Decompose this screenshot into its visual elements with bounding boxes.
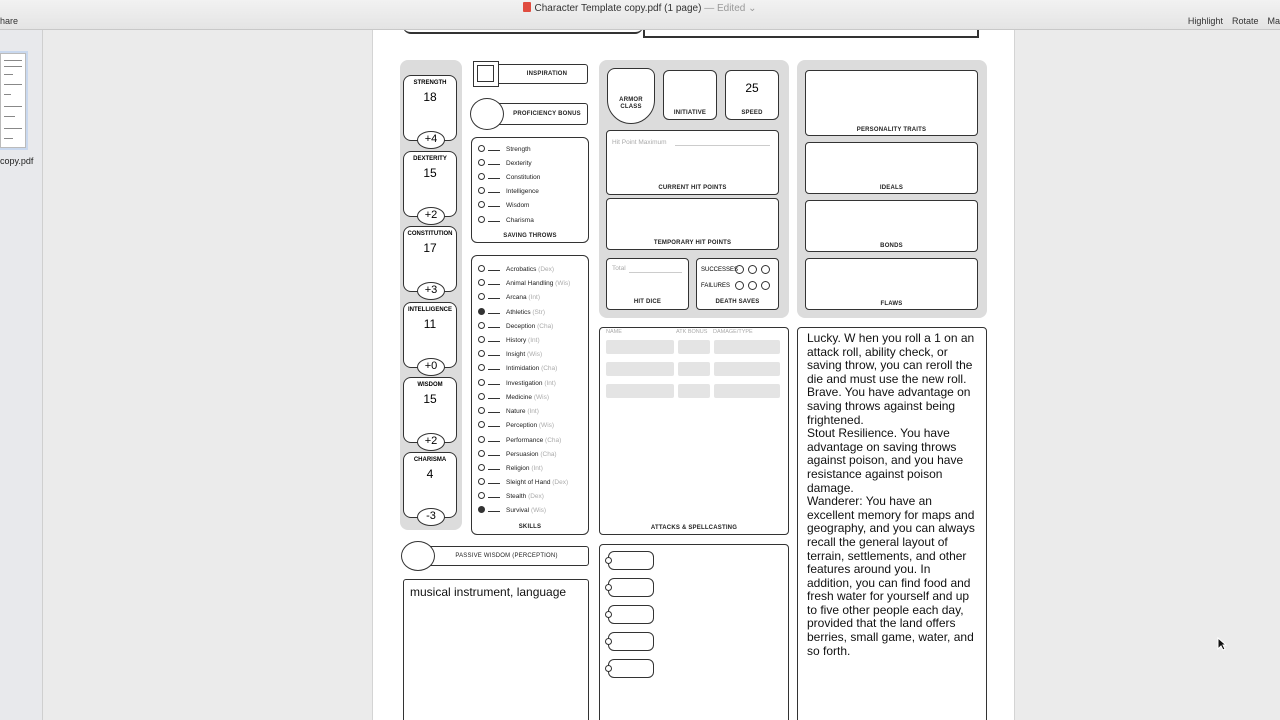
- pdf-page: [372, 30, 1015, 720]
- hp-max-line[interactable]: [675, 145, 770, 146]
- personality-traits-box[interactable]: [805, 70, 978, 136]
- header-name-box: [643, 30, 979, 38]
- saving-throw-charisma[interactable]: Charisma: [478, 216, 534, 228]
- armor-class-shield[interactable]: [607, 68, 655, 124]
- rotate-button[interactable]: Rotate: [1231, 16, 1259, 26]
- hit-dice-label: HIT DICE: [633, 299, 662, 305]
- ability-dexterity: [403, 151, 457, 221]
- skill-insight[interactable]: Insight (Wis): [478, 350, 542, 362]
- success-circles[interactable]: [735, 265, 773, 275]
- attack-name-field[interactable]: [606, 362, 674, 376]
- skill-stealth[interactable]: Stealth (Dex): [478, 492, 544, 504]
- skills-box: [471, 255, 589, 535]
- attacks-title: ATTACKS & SPELLCASTING: [650, 525, 738, 531]
- skills-title: SKILLS: [518, 524, 542, 530]
- mouse-cursor-icon: [1217, 637, 1227, 651]
- abilities-panel: [400, 60, 462, 530]
- ability-constitution: [403, 226, 457, 296]
- markup-button[interactable]: Ma: [1267, 16, 1280, 26]
- skill-acrobatics[interactable]: Acrobatics (Dex): [478, 265, 554, 277]
- ability-score[interactable]: 11: [423, 317, 437, 331]
- header-banner: [403, 30, 643, 34]
- attack-bonus-field[interactable]: [678, 362, 710, 376]
- flaws-label: FLAWS: [880, 301, 903, 307]
- ability-name: DEXTERITY: [413, 156, 447, 162]
- skill-performance[interactable]: Performance (Cha): [478, 436, 561, 448]
- proficiency-bonus-label: PROFICIENCY BONUS: [513, 111, 581, 117]
- chevron-down-icon[interactable]: ⌄: [745, 3, 757, 14]
- skill-history[interactable]: History (Int): [478, 336, 540, 348]
- coin-slot[interactable]: [608, 578, 654, 597]
- document-title: Character Template copy.pdf (1 page): [534, 3, 702, 14]
- death-saves-label: DEATH SAVES: [715, 299, 760, 305]
- features-traits-box[interactable]: [797, 327, 987, 720]
- ability-name: CONSTITUTION: [407, 231, 453, 237]
- failure-circles[interactable]: [735, 281, 773, 291]
- speed-box[interactable]: [725, 70, 779, 120]
- skill-survival[interactable]: Survival (Wis): [478, 506, 546, 518]
- skill-investigation[interactable]: Investigation (Int): [478, 379, 556, 391]
- ability-modifier[interactable]: +0: [417, 358, 445, 376]
- skill-medicine[interactable]: Medicine (Wis): [478, 393, 549, 405]
- share-button[interactable]: hare: [0, 16, 19, 26]
- bonds-label: BONDS: [880, 243, 903, 249]
- current-hp-label: CURRENT HIT POINTS: [658, 185, 727, 191]
- ability-score[interactable]: 17: [423, 241, 437, 255]
- attacks-spellcasting-box: [599, 327, 789, 535]
- coin-slot[interactable]: [608, 632, 654, 651]
- temporary-hit-points-box[interactable]: [606, 198, 779, 250]
- thumbnail-sidebar: [0, 30, 43, 720]
- attack-damage-field[interactable]: [714, 362, 780, 376]
- initiative-label: INITIATIVE: [673, 110, 707, 116]
- attack-name-header: NAME: [606, 329, 622, 335]
- personality-panel: [797, 60, 987, 318]
- saving-throws-title: SAVING THROWS: [503, 233, 557, 239]
- proficiencies-languages-box[interactable]: [403, 579, 589, 720]
- coin-slots: [600, 551, 660, 691]
- skill-religion[interactable]: Religion (Int): [478, 464, 543, 476]
- attack-name-field[interactable]: [606, 384, 674, 398]
- ability-modifier[interactable]: +2: [417, 207, 445, 225]
- hit-dice-box[interactable]: [606, 258, 689, 310]
- combat-panel: [599, 60, 789, 318]
- temp-hp-label: TEMPORARY HIT POINTS: [653, 240, 732, 246]
- skill-deception[interactable]: Deception (Cha): [478, 322, 553, 334]
- ability-modifier[interactable]: +2: [417, 433, 445, 451]
- page-thumbnail[interactable]: [0, 53, 26, 148]
- ability-score[interactable]: 4: [426, 467, 434, 481]
- ability-modifier[interactable]: +3: [417, 282, 445, 300]
- inspiration-checkbox[interactable]: [473, 61, 499, 87]
- ability-name: CHARISMA: [413, 457, 447, 463]
- inspiration-label: INSPIRATION: [526, 71, 568, 77]
- attack-bonus-field[interactable]: [678, 384, 710, 398]
- hit-dice-total-line[interactable]: [629, 272, 682, 273]
- saving-throw-dexterity[interactable]: Dexterity: [478, 159, 532, 171]
- inspiration-field[interactable]: [488, 64, 588, 84]
- personality-traits-label: PERSONALITY TRAITS: [856, 127, 927, 133]
- ability-name: INTELLIGENCE: [407, 307, 452, 313]
- saving-throw-constitution[interactable]: Constitution: [478, 173, 540, 185]
- coin-slot[interactable]: [608, 551, 654, 570]
- attack-damage-field[interactable]: [714, 384, 780, 398]
- pdf-file-icon: [523, 2, 531, 12]
- coin-slot[interactable]: [608, 659, 654, 678]
- hp-max-label: Hit Point Maximum: [612, 139, 667, 146]
- proficiencies-text[interactable]: musical instrument, language: [410, 585, 567, 599]
- ability-score[interactable]: 18: [423, 90, 437, 104]
- death-saves-box: [696, 258, 779, 310]
- passive-wisdom-circle[interactable]: [401, 541, 435, 571]
- window-titlebar: [0, 0, 1280, 30]
- hit-dice-total-label: Total: [612, 265, 626, 272]
- ability-name: WISDOM: [417, 382, 443, 388]
- attack-damage-header: DAMAGE/TYPE: [713, 329, 753, 335]
- saving-throw-strength[interactable]: Strength: [478, 145, 531, 157]
- saving-throws-box: [471, 137, 589, 243]
- initiative-box[interactable]: [663, 70, 717, 120]
- passive-wisdom-field[interactable]: [416, 546, 589, 566]
- attack-bonus-field[interactable]: [678, 340, 710, 354]
- window-title: [0, 2, 1280, 14]
- armor-class-label: ARMOR CLASS: [619, 97, 643, 110]
- saving-throw-wisdom[interactable]: Wisdom: [478, 201, 529, 213]
- ability-strength: [403, 75, 457, 145]
- ideals-box[interactable]: [805, 142, 978, 194]
- skill-animal-handling[interactable]: Animal Handling (Wis): [478, 279, 570, 291]
- saving-throw-intelligence[interactable]: Intelligence: [478, 187, 539, 199]
- skill-arcana[interactable]: Arcana (Int): [478, 293, 540, 305]
- ability-wisdom: [403, 377, 457, 447]
- skill-intimidation[interactable]: Intimidation (Cha): [478, 364, 557, 376]
- skill-sleight-of-hand[interactable]: Sleight of Hand (Dex): [478, 478, 568, 490]
- current-hit-points-box[interactable]: [606, 130, 779, 195]
- features-traits-text[interactable]: Lucky. W hen you roll a 1 on an attack roll, ability check, or saving throw, you can reroll the die and must use the new roll. Brave. You have advantage on saving throws against being frightened. Stout Resilience. You have advantage on saving throws against poison, and you have resistance against poison damage. Wanderer: You have an excellent memory for maps and geography, and you can always recall the general layout of terrain, settlements, and other features around you. In addition, you can find food and fresh water for yourself and up to five other people each day, provided that the land offers berries, small game, water, and so forth.: [807, 331, 975, 658]
- speed-value[interactable]: 25: [745, 81, 759, 95]
- bonds-box[interactable]: [805, 200, 978, 252]
- ability-modifier[interactable]: -3: [417, 508, 445, 526]
- ability-score[interactable]: 15: [423, 166, 437, 180]
- ability-name: STRENGTH: [413, 80, 447, 86]
- successes-label: SUCCESSES: [701, 267, 739, 273]
- attack-bonus-header: ATK BONUS: [676, 329, 708, 335]
- thumbnail-filename: copy.pdf: [0, 156, 34, 166]
- toolbar-tools: [1179, 16, 1280, 26]
- failures-label: FAILURES: [701, 283, 731, 289]
- document-viewer[interactable]: [44, 30, 1280, 720]
- equipment-box: [599, 544, 789, 720]
- edited-status[interactable]: — Edited: [704, 3, 746, 14]
- ability-charisma: [403, 452, 457, 522]
- coin-slot[interactable]: [608, 605, 654, 624]
- skill-nature[interactable]: Nature (Int): [478, 407, 539, 419]
- skill-perception[interactable]: Perception (Wis): [478, 421, 554, 433]
- attack-damage-field[interactable]: [714, 340, 780, 354]
- speed-label: SPEED: [741, 110, 763, 116]
- ideals-label: IDEALS: [879, 185, 904, 191]
- ability-intelligence: [403, 302, 457, 372]
- skill-athletics[interactable]: Athletics (Str): [478, 308, 545, 320]
- passive-wisdom-label: PASSIVE WISDOM (PERCEPTION): [455, 553, 558, 559]
- flaws-box[interactable]: [805, 258, 978, 310]
- proficiency-bonus-circle[interactable]: [470, 98, 504, 130]
- highlight-button[interactable]: Highlight: [1187, 16, 1223, 26]
- skill-persuasion[interactable]: Persuasion (Cha): [478, 450, 557, 462]
- attack-name-field[interactable]: [606, 340, 674, 354]
- ability-score[interactable]: 15: [423, 392, 437, 406]
- ability-modifier[interactable]: +4: [417, 131, 445, 149]
